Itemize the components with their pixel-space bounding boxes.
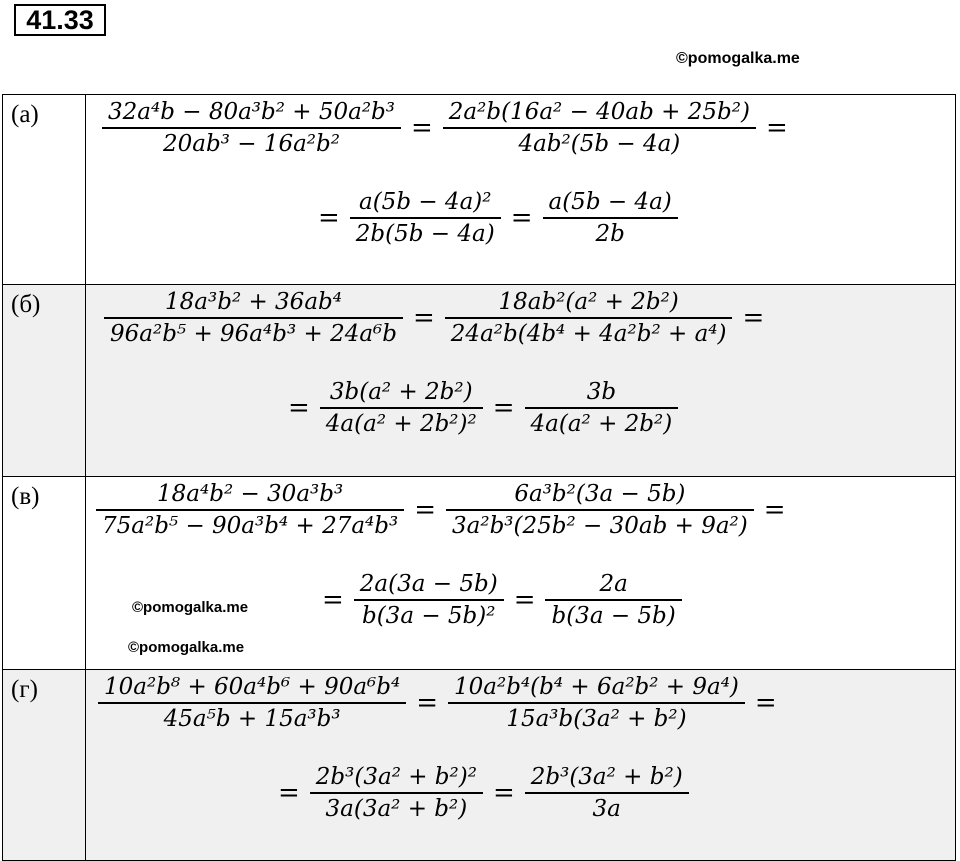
equals-sign: = xyxy=(492,778,515,808)
fraction xyxy=(320,377,483,439)
numerator: 2a xyxy=(599,571,628,597)
denominator: 3a xyxy=(592,796,621,822)
denominator: 20ab³ − 16a²b² xyxy=(163,131,340,157)
equals-sign: = xyxy=(278,778,300,808)
equals-sign: = xyxy=(411,113,433,143)
watermark: ©pomogalka.me xyxy=(132,599,249,616)
fraction xyxy=(102,97,401,159)
denominator: 2b xyxy=(595,221,625,247)
numerator: 10a²b⁴(b⁴ + 6a²b² + 9a⁴) xyxy=(454,674,739,700)
denominator: 24a²b(4b⁴ + 4a²b² + a⁴) xyxy=(450,321,727,347)
solution-table xyxy=(2,94,956,861)
table-row xyxy=(3,95,956,285)
numerator: 2b³(3a² + b²)² xyxy=(315,764,477,790)
watermark: ©pomogalka.me xyxy=(128,639,245,656)
equals-sign: = xyxy=(510,203,533,233)
equals-sign: = xyxy=(318,203,340,233)
expression-line xyxy=(92,479,792,541)
expression-cell xyxy=(86,477,956,670)
numerator: 3b(a² + 2b²) xyxy=(329,379,473,405)
denominator: 4a(a² + 2b²)² xyxy=(325,411,477,437)
fraction xyxy=(448,672,745,734)
numerator: 2a²b(16a² − 40ab + 25b²) xyxy=(448,99,750,125)
row-label: (а) xyxy=(3,95,86,285)
numerator: 2a(3a − 5b) xyxy=(359,571,498,597)
fraction xyxy=(445,287,733,349)
expression-cell xyxy=(86,95,956,285)
fraction xyxy=(525,377,679,439)
row-label: (г) xyxy=(3,670,86,861)
numerator: a(5b − 4a) xyxy=(548,189,672,215)
fraction xyxy=(354,569,504,631)
fraction xyxy=(443,97,756,159)
equals-sign: = xyxy=(414,495,437,525)
denominator: 45a⁵b + 15a³b³ xyxy=(163,706,341,732)
numerator: 10a²b⁸ + 60a⁴b⁶ + 90a⁶b⁴ xyxy=(104,674,401,700)
expression-line xyxy=(100,287,770,349)
denominator: 75a²b⁵ − 90a³b⁴ + 27a⁴b³ xyxy=(102,513,399,539)
fraction xyxy=(525,762,689,824)
numerator: 32a⁴b − 80a³b² + 50a²b³ xyxy=(108,99,395,125)
expression-line xyxy=(94,672,783,734)
equals-sign: = xyxy=(413,303,435,333)
fraction xyxy=(543,187,678,249)
expression-cell xyxy=(86,285,956,477)
row-label: (в) xyxy=(3,477,86,670)
numerator: a(5b − 4a)² xyxy=(359,189,492,215)
equals-sign: = xyxy=(763,495,786,525)
watermark: ©pomogalka.me xyxy=(676,50,800,67)
denominator: 15a³b(3a² + b²) xyxy=(506,706,687,732)
row-label: (б) xyxy=(3,285,86,477)
denominator: 3a²b³(25b² − 30ab + 9a²) xyxy=(452,513,748,539)
denominator: 3a(3a² + b²) xyxy=(325,796,468,822)
numerator: 18ab²(a² + 2b²) xyxy=(498,289,679,315)
problem-number: 41.33 xyxy=(14,4,106,36)
expression-line xyxy=(272,762,693,824)
equals-sign: = xyxy=(492,393,515,423)
denominator: 4a(a² + 2b²) xyxy=(530,411,673,437)
numerator: 2b³(3a² + b²) xyxy=(530,764,683,790)
table-row xyxy=(3,670,956,861)
fraction xyxy=(310,762,483,824)
fraction xyxy=(446,479,754,541)
denominator: b(3a − 5b) xyxy=(551,603,676,629)
expression-line xyxy=(98,97,794,159)
numerator: 18a³b² + 36ab⁴ xyxy=(165,289,342,315)
denominator: 2b(5b − 4a) xyxy=(355,221,495,247)
expression-cell xyxy=(86,670,956,861)
equals-sign: = xyxy=(322,585,344,615)
denominator: 4ab²(5b − 4a) xyxy=(518,131,681,157)
fraction xyxy=(98,672,406,734)
equals-sign: = xyxy=(416,688,439,718)
equals-sign: = xyxy=(513,585,536,615)
equals-sign: = xyxy=(754,688,777,718)
expression-line xyxy=(312,187,682,249)
fraction xyxy=(350,187,501,249)
fraction xyxy=(96,479,404,541)
equals-sign: = xyxy=(765,113,788,143)
equals-sign: = xyxy=(742,303,765,333)
expression-line xyxy=(316,569,686,631)
fraction xyxy=(545,569,681,631)
numerator: 6a³b²(3a − 5b) xyxy=(514,481,686,507)
numerator: 3b xyxy=(586,379,617,405)
numerator: 18a⁴b² − 30a³b³ xyxy=(157,481,344,507)
table-row xyxy=(3,285,956,477)
expression-line xyxy=(282,377,682,439)
equals-sign: = xyxy=(288,393,310,423)
table-row xyxy=(3,477,956,670)
denominator: b(3a − 5b)² xyxy=(361,603,496,629)
denominator: 96a²b⁵ + 96a⁴b³ + 24a⁶b xyxy=(110,321,397,347)
fraction xyxy=(104,287,403,349)
